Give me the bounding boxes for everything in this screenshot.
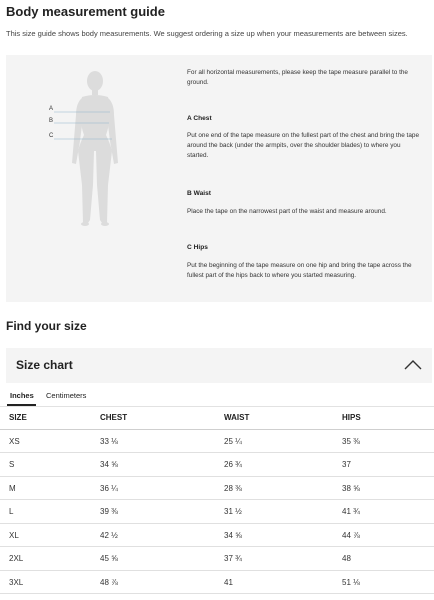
cell-waist: 37 ¾ <box>224 554 242 563</box>
column-header-waist: WAIST <box>224 413 250 422</box>
chest-heading: A Chest <box>187 115 212 122</box>
body-figure <box>6 55 186 302</box>
cell-chest: 45 ⅝ <box>100 554 118 563</box>
cell-waist: 26 ¾ <box>224 460 242 469</box>
cell-size: L <box>9 507 14 516</box>
cell-size: S <box>9 460 15 469</box>
hips-heading: C Hips <box>187 244 208 251</box>
cell-hips: 44 ⅞ <box>342 530 360 540</box>
tab-centimeters[interactable]: Centimeters <box>46 391 87 400</box>
measurement-guide-panel <box>6 55 432 302</box>
page-title: Body measurement guide <box>6 4 165 19</box>
cell-hips: 35 ⅜ <box>342 436 360 446</box>
cell-chest: 33 ⅛ <box>100 436 118 446</box>
cell-hips: 51 ⅛ <box>342 577 360 587</box>
cell-size: 3XL <box>9 577 24 587</box>
cell-waist: 41 <box>224 577 233 587</box>
table-row <box>0 453 434 477</box>
cell-hips: 48 <box>342 554 351 563</box>
hips-instructions: Put the beginning of the tape measure on one hip and bring the tape across the fullest part of the hips back to where you started measuring. <box>187 262 412 279</box>
waist-instructions: Place the tape on the narrowest part of the waist and measure around. <box>187 208 387 215</box>
cell-waist: 28 ⅜ <box>224 483 242 493</box>
table-row <box>0 430 434 454</box>
size-table <box>0 406 434 594</box>
size-chart-header[interactable] <box>6 348 432 383</box>
chevron-up-icon[interactable] <box>404 358 422 372</box>
chest-instructions: Put one end of the tape measure on the fullest part of the chest and bring the tape around the back (under the armpits, over the shoulder blades) to where you started. <box>187 132 419 159</box>
find-your-size-title: Find your size <box>6 319 87 333</box>
cell-size: M <box>9 483 16 493</box>
column-header-chest: CHEST <box>100 413 128 422</box>
cell-chest: 42 ½ <box>100 530 118 540</box>
guide-intro: For all horizontal measurements, please keep the tape measure parallel to the ground. <box>187 69 408 86</box>
table-row <box>0 500 434 524</box>
cell-chest: 39 ⅜ <box>100 507 118 516</box>
cell-size: 2XL <box>9 554 24 563</box>
column-header-hips: HIPS <box>342 413 361 422</box>
table-row <box>0 524 434 548</box>
page-subtitle: This size guide shows body measurements. We suggest ordering a size up when your measurements are between sizes. <box>6 29 408 38</box>
tab-inches[interactable]: Inches <box>10 391 34 400</box>
cell-size: XL <box>9 530 19 540</box>
label-c: C <box>49 133 54 139</box>
cell-waist: 25 ¼ <box>224 436 242 446</box>
size-chart-title: Size chart <box>16 358 73 372</box>
column-header-size: SIZE <box>9 413 27 422</box>
table-row <box>0 547 434 571</box>
table-row <box>0 571 434 595</box>
waist-heading: B Waist <box>187 190 211 197</box>
cell-chest: 34 ⅝ <box>100 460 118 469</box>
cell-chest: 36 ¼ <box>100 483 118 493</box>
cell-hips: 38 ⅝ <box>342 483 360 493</box>
body-silhouette-illustration <box>6 55 186 302</box>
cell-hips: 37 <box>342 460 351 469</box>
cell-chest: 48 ⅞ <box>100 577 118 587</box>
cell-waist: 34 ⅝ <box>224 530 242 540</box>
cell-waist: 31 ½ <box>224 507 242 516</box>
cell-hips: 41 ¾ <box>342 507 360 516</box>
label-b: B <box>49 118 54 124</box>
table-header-row <box>0 406 434 430</box>
label-a: A <box>49 106 54 112</box>
table-row <box>0 477 434 501</box>
cell-size: XS <box>9 436 20 446</box>
